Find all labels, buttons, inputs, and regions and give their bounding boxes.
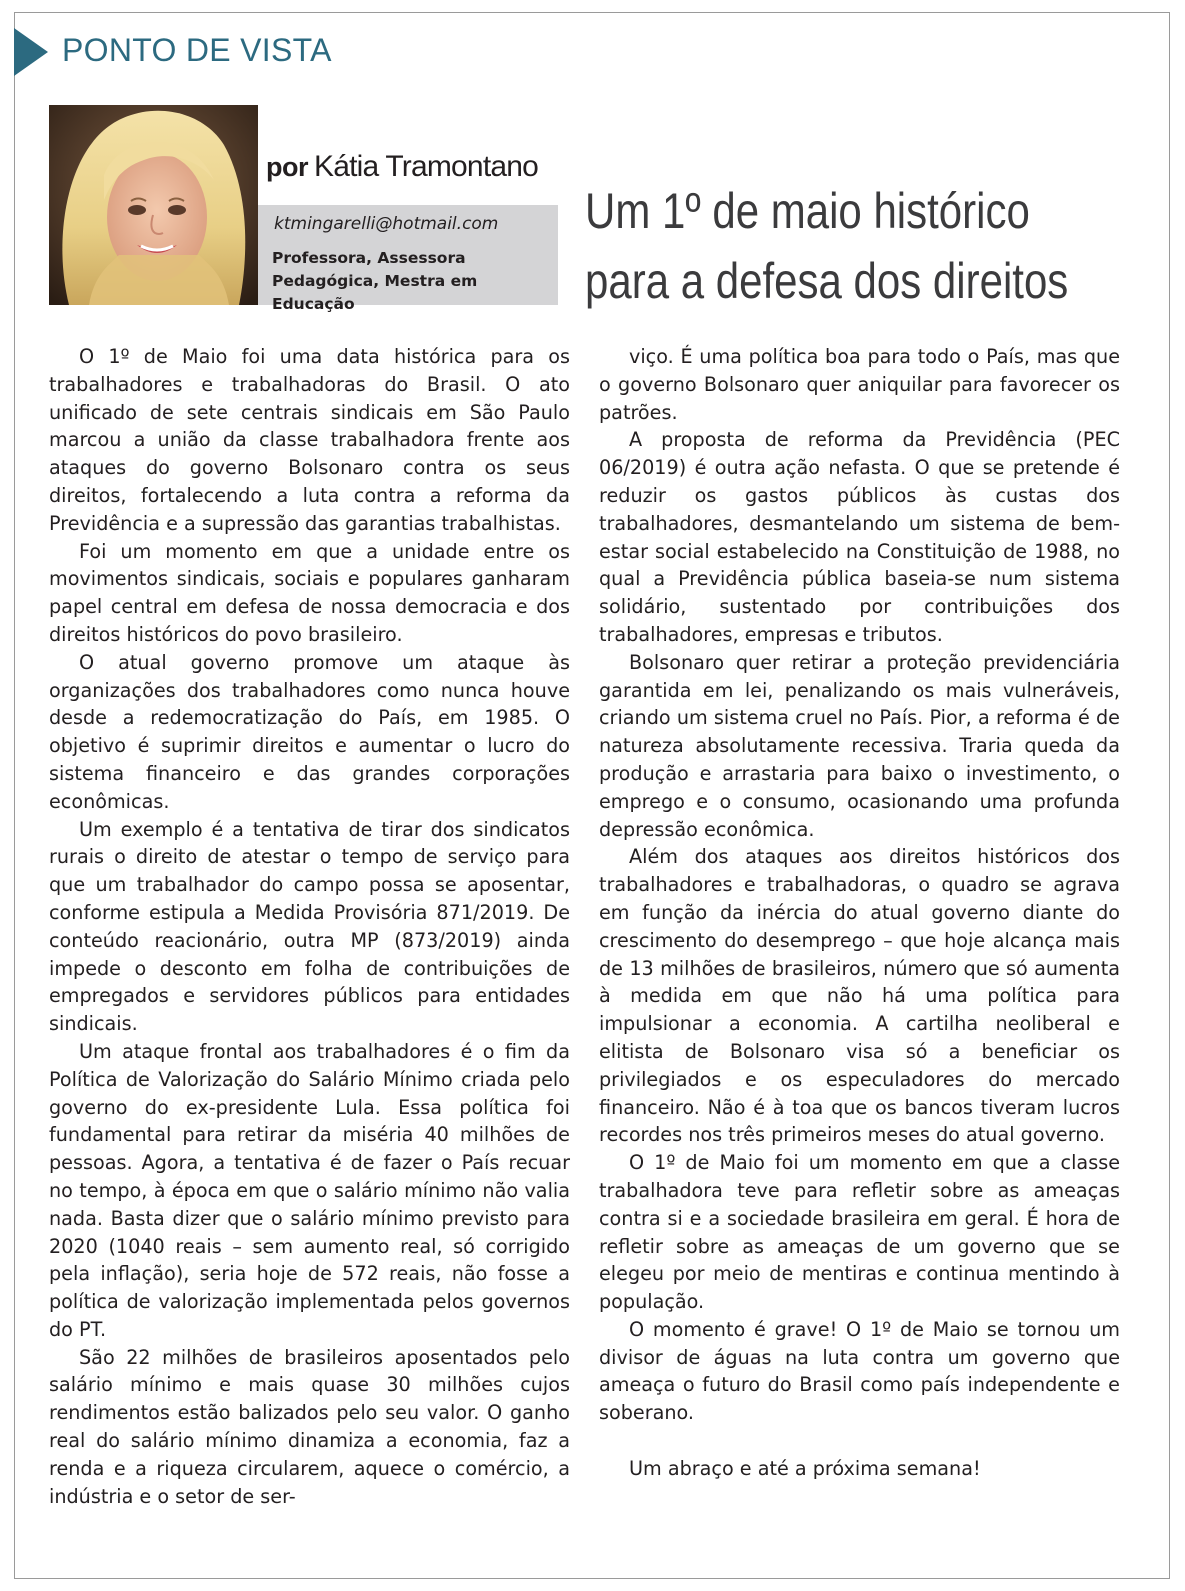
paragraph: O 1º de Maio foi um momento em que a classe trabalhadora teve para refletir sobre as ameaças contra si e a sociedade brasileira em geral. É hora de refletir sobre as ameaças de um governo que se elegeu por meio de mentiras e continua mentindo à população.: [599, 1151, 1120, 1314]
headline-line1: Um 1º de maio histórico: [585, 183, 1030, 239]
paragraph: O 1º de Maio foi uma data histórica para os trabalhadores e trabalhadoras do Brasil. O ato unificado de sete centrais sindicais em São Paulo marcou a união da classe trabalhadora frente aos ataques do governo Bolsonaro contra os seus direitos, fortalecendo a luta contra a reforma da Previdência e a supressão das garantias trabalhistas.: [49, 345, 570, 535]
paragraph: O atual governo promove um ataque às organizações dos trabalhadores como nunca houve desde a redemocratização do País, em 1985. O objetivo é suprimir direitos e aumentar o lucro do sistema financeiro e das grandes corporações econômicas.: [49, 650, 570, 813]
paragraph: viço. É uma política boa para todo o País, mas que o governo Bolsonaro quer aniquilar para favorecer os patrões.: [599, 345, 1120, 424]
article-headline: [585, 176, 1068, 316]
author-role-line1: Professora, Assessora: [272, 249, 466, 267]
author-role-line2: Pedagógica, Mestra em Educação: [272, 272, 478, 313]
section-title: PONTO DE VISTA: [62, 32, 332, 68]
paragraph: Foi um momento em que a unidade entre os movimentos sindicais, sociais e populares ganharam papel central em defesa de nossa democracia e dos direitos históricos do povo brasileiro.: [49, 539, 570, 646]
paragraph: Um exemplo é a tentativa de tirar dos sindicatos rurais o direito de atestar o tempo de serviço para que um trabalhador do campo possa se aposentar, conforme estipula a Medida Provisória 871/2019. De conteúdo reacionário, outra MP (873/2019) ainda impede o desconto em folha de contribuições de empregados e servidores públicos para entidades sindicais.: [49, 817, 570, 1036]
author-info-box: [258, 205, 558, 313]
author-photo: [49, 105, 258, 305]
signoff: Um abraço e até a próxima semana!: [629, 1456, 981, 1480]
paragraph: Um ataque frontal aos trabalhadores é o fim da Política de Valorização do Salário Mínimo criada pelo governo do ex-presidente Lula. Essa política foi fundamental para retirar da miséria 40 milhões de pessoas. Agora, a tentativa é de fazer o País recuar no tempo, à época em que o salário mínimo não valia nada. Basta dizer que o salário mínimo previsto para 2020 (1040 reais – sem aumento real, só corrigido pela inflação), seria hoje de 572 reais, não fosse a política de valorização implementada pelos governos do PT.: [49, 1039, 570, 1341]
article-column-2: [599, 343, 1120, 1483]
author-name: Kátia Tramontano: [314, 150, 539, 183]
paragraph: O momento é grave! O 1º de Maio se tornou um divisor de águas na luta contra um governo que ameaça o futuro do Brasil como país independente e soberano.: [599, 1317, 1120, 1425]
paragraph: Bolsonaro quer retirar a proteção previdenciária garantida em lei, penalizando os mais vulneráveis, criando um sistema cruel no País. Pior, a reforma é de natureza absolutamente recessiva. Traria queda da produção e arrastaria para baixo o investimento, o emprego e o consumo, ocasionando uma profunda depressão econômica.: [599, 650, 1120, 841]
author-byline: [266, 150, 538, 184]
byline-prefix: por: [266, 152, 308, 182]
section-arrow-icon: [14, 28, 48, 76]
paragraph: Além dos ataques aos direitos históricos dos trabalhadores e trabalhadoras, o quadro se agrava em função da inércia do atual governo diante do crescimento do desemprego – que hoje alcança mais de 13 milhões de brasileiros, número que só aumenta à medida em que não há uma política para impulsionar a economia. A cartilha neoliberal e elitista de Bolsonaro visa só a beneficiar os privilegiados e os especuladores do mercado financeiro. Não é à toa que os bancos tiveram lucros recordes nos três primeiros meses do atual governo.: [599, 845, 1120, 1147]
paragraph: A proposta de reforma da Previdência (PEC 06/2019) é outra ação nefasta. O que se pretende é reduzir os gastos públicos às custas dos trabalhadores, desmantelando um sistema de bem-estar social estabelecido na Constituição de 1988, no qual a Previdência pública baseia-se num sistema solidário, sustentado por contribuições dos trabalhadores, empresas e tributos.: [599, 428, 1120, 646]
author-email[interactable]: ktmingarelli@hotmail.com: [274, 214, 499, 234]
paragraph: São 22 milhões de brasileiros aposentados pelo salário mínimo e mais quase 30 milhões cujos rendimentos estão balizados pelo seu valor. O ganho real do salário mínimo dinamiza a economia, faz a renda e a riqueza circularem, aquece o comércio, a indústria e o setor de ser-: [49, 1345, 570, 1508]
headline-line2: para a defesa dos direitos: [585, 253, 1069, 309]
author-role: [272, 247, 558, 316]
article-column-1: [49, 343, 570, 1510]
